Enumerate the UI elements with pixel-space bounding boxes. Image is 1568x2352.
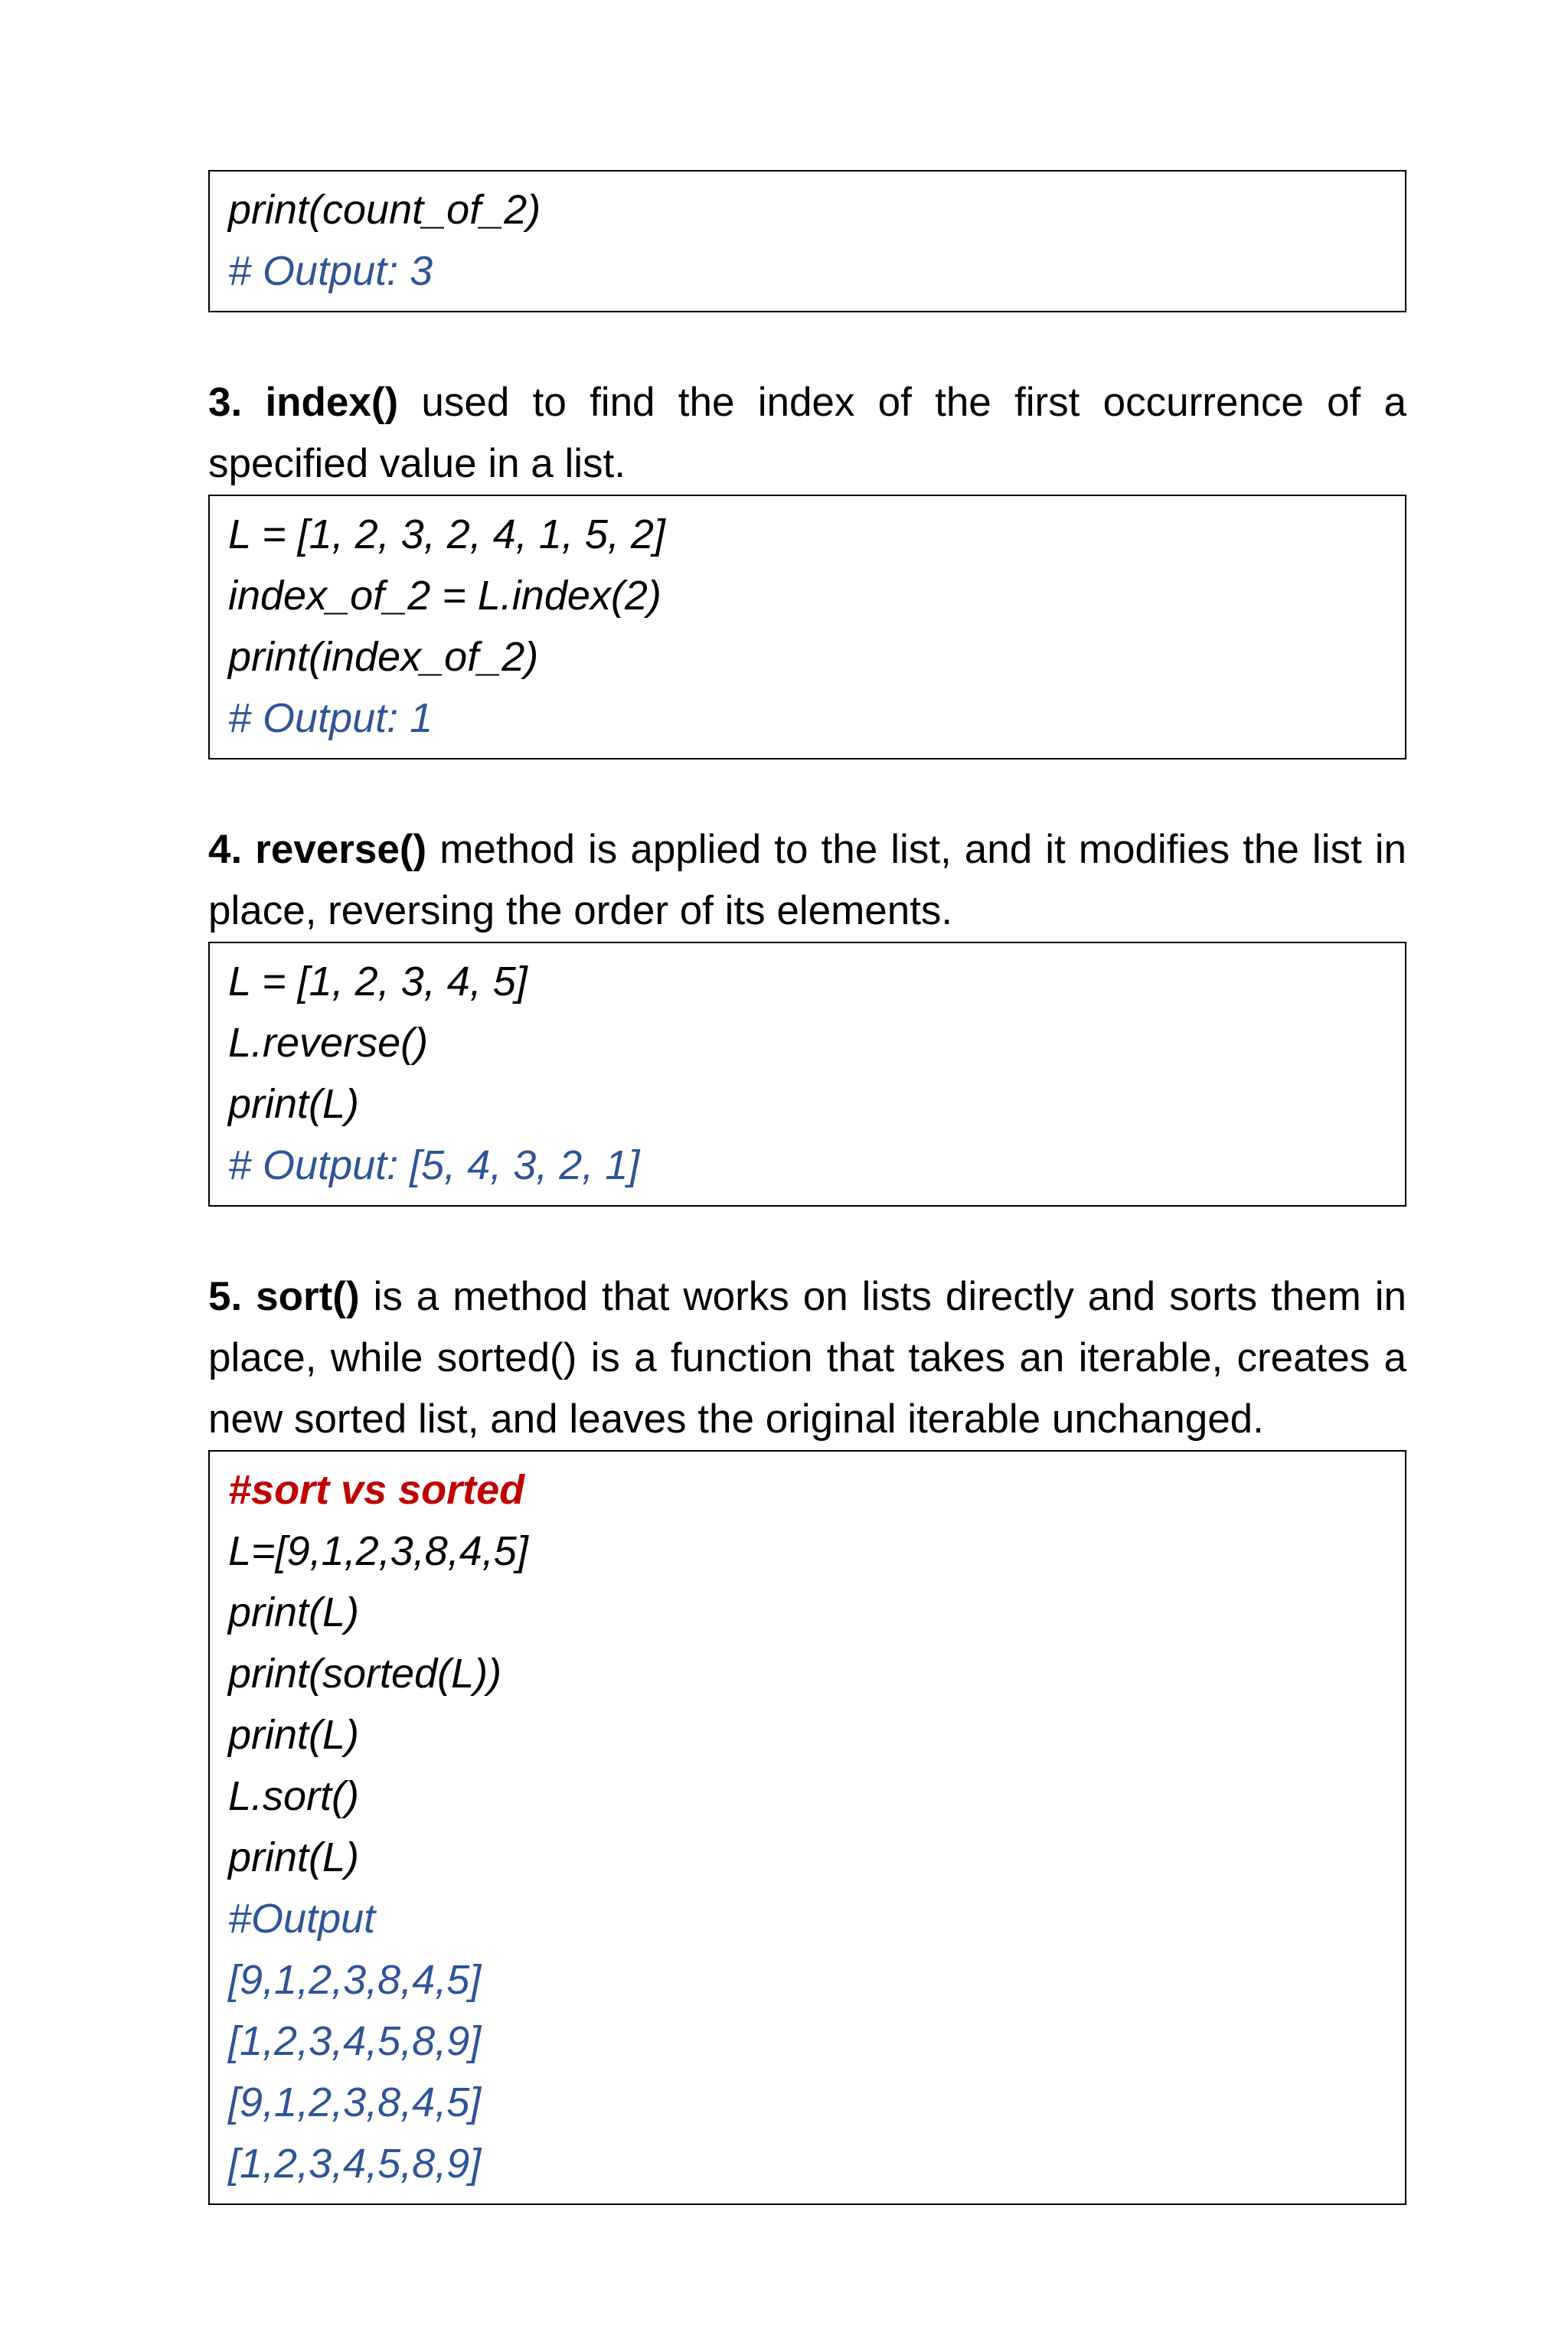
- comment-line: #sort vs sorted: [228, 1467, 525, 1513]
- output-line: [9,1,2,3,8,4,5]: [228, 1957, 482, 2003]
- section-sort-description: [208, 1266, 1406, 1450]
- code-block-reverse: [208, 942, 1406, 1207]
- section-reverse-description: [208, 819, 1406, 942]
- output-line: [1,2,3,4,5,8,9]: [228, 2141, 482, 2187]
- section-sort-heading: 5. sort(): [208, 1274, 360, 1319]
- code-line: print(index_of_2): [228, 634, 539, 680]
- output-line: #Output: [228, 1896, 376, 1942]
- document-page: [208, 170, 1406, 2205]
- code-line: index_of_2 = L.index(2): [228, 573, 662, 619]
- code-line: print(sorted(L)): [228, 1651, 502, 1697]
- output-line: [1,2,3,4,5,8,9]: [228, 2018, 482, 2064]
- output-line: # Output: 3: [228, 248, 433, 294]
- code-line: print(L): [228, 1081, 360, 1127]
- output-line: [9,1,2,3,8,4,5]: [228, 2079, 482, 2125]
- code-line: L.reverse(): [228, 1020, 429, 1066]
- output-line: # Output: [5, 4, 3, 2, 1]: [228, 1142, 640, 1188]
- code-block-sort: [208, 1450, 1406, 2205]
- code-line: L = [1, 2, 3, 2, 4, 1, 5, 2]: [228, 511, 665, 557]
- code-line: L=[9,1,2,3,8,4,5]: [228, 1528, 528, 1574]
- code-line: print(L): [228, 1834, 360, 1880]
- section-index-heading: 3. index(): [208, 380, 399, 425]
- code-line: print(count_of_2): [228, 187, 541, 233]
- code-line: print(L): [228, 1712, 360, 1758]
- code-line: print(L): [228, 1589, 360, 1635]
- section-index-body: used to find the index of the first occurrence of a specified value in a list.: [208, 380, 1406, 486]
- section-reverse-body: method is applied to the list, and it modifies the list in place, reversing the order of its elements.: [208, 827, 1406, 933]
- code-block-index: [208, 495, 1406, 760]
- section-sort-body: is a method that works on lists directly and sorts them in place, while sorted() is a function that takes an iterable, creates a new sorted list, and leaves the original iterable unchanged.: [208, 1274, 1406, 1442]
- section-index-description: [208, 372, 1406, 495]
- output-line: # Output: 1: [228, 695, 433, 741]
- code-block-count: [208, 170, 1406, 312]
- section-reverse-heading: 4. reverse(): [208, 827, 427, 872]
- code-line: L = [1, 2, 3, 4, 5]: [228, 959, 528, 1004]
- code-line: L.sort(): [228, 1773, 360, 1819]
